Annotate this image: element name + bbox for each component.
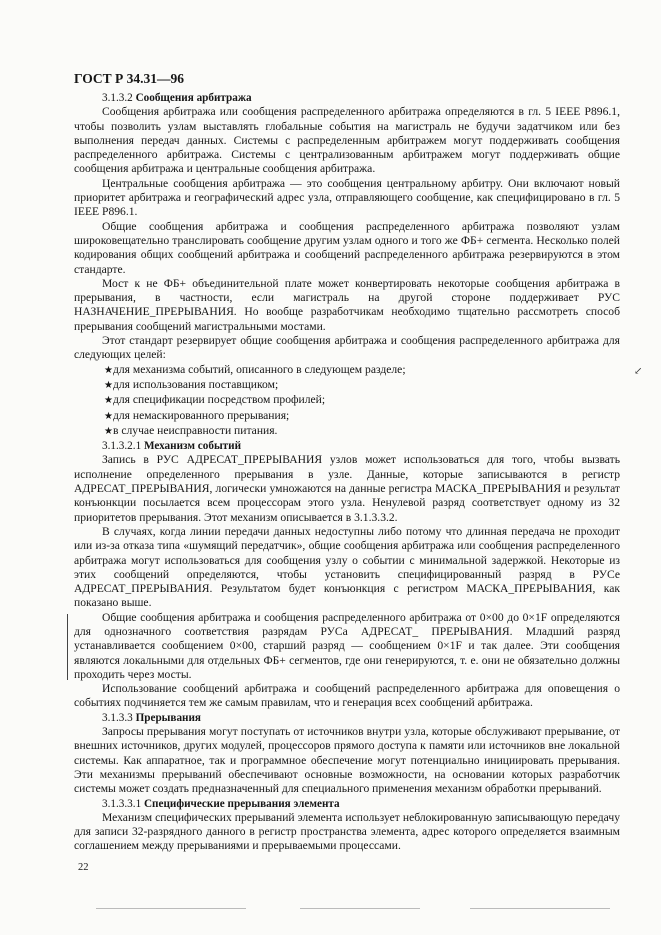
list-item xyxy=(74,424,620,439)
section-title: Сообщения арбитража xyxy=(135,92,252,104)
section-number: 3.1.3.2 xyxy=(102,92,133,104)
paragraph: Сообщения арбитража или сообщения распределенного арбитража определяются в гл. 5 IEEE P896.1, чтобы позволить узлам выставлять глобальные события на магистраль не будучи задатчиком или без выполнения передач данных. Системы с распределенным арбитражем могут поддерживать сообщения распределенного арбитража. Системы с централизованным арбитражем могут поддерживать общие сообщения арбитража и центральные сообщения арбитража. xyxy=(74,105,620,176)
list-item-text: для немаскированного прерывания; xyxy=(113,408,290,422)
star-bullet-icon: ★ xyxy=(104,410,113,422)
document-body xyxy=(74,91,620,854)
paragraph: В случаях, когда линии передачи данных недоступны либо потому что длинная передача не проходит или из-за отказа типа «шумящий передатчик», общие сообщения арбитража или сообщения распределенного арбитража могут использоваться для сообщения узлу о событии с минимальной задержкой. Некоторые из этих сообщений определяются, чтобы установить специфицированный разряд в РУСе АДРЕСАТ_ПРЕРЫВАНИЯ. Результатом будет конъюнкция с регистром МАСКА_ПРЕРЫВАНИЯ, как показано выше. xyxy=(74,524,620,610)
scan-artifact-rule xyxy=(96,908,246,909)
list-item xyxy=(74,409,620,424)
scan-artifact-rule xyxy=(470,908,610,909)
star-bullet-icon: ★ xyxy=(104,425,113,437)
star-bullet-icon: ★ xyxy=(104,364,113,376)
list-item xyxy=(74,393,620,408)
purpose-list xyxy=(74,363,620,439)
paragraph: Использование сообщений арбитража и сообщений распределенного арбитража для оповещения о событиях подчиняется тем же самым правилам, что и генерация всех сообщений арбитража. xyxy=(74,682,620,710)
list-item xyxy=(74,363,620,378)
section-heading xyxy=(74,797,620,811)
list-item-text: для использования поставщиком; xyxy=(113,377,279,391)
list-item-text: в случае неисправности питания. xyxy=(113,423,278,437)
list-item-text: для механизма событий, описанного в следующем разделе; xyxy=(113,362,406,376)
margin-bracket xyxy=(67,614,68,680)
section-heading xyxy=(74,91,620,105)
paragraph: Мост к не ФБ+ объединительной плате может конвертировать некоторые сообщения арбитража в прерывания, в частности, если магистраль на другой стороне поддерживает РУС НАЗНАЧЕНИЕ_ПРЕРЫВАНИЯ. Но вообще разработчикам необходимо тщательно рассмотреть способ прерывания сообщений магистральными мостами. xyxy=(74,276,620,333)
page-header: ГОСТ Р 34.31—96 xyxy=(74,71,185,86)
section-heading xyxy=(74,439,620,453)
paragraph: Этот стандарт резервирует общие сообщения арбитража и сообщения распределенного арбитража для следующих целей: xyxy=(74,334,620,362)
margin-tick-mark: ↙ xyxy=(634,366,643,377)
paragraph: Запись в РУС АДРЕСАТ_ПРЕРЫВАНИЯ узлов может использоваться для того, чтобы вызвать исполнение определенного прерывания в узле. Данные, которые записываются в регистр АДРЕСАТ_ПРЕРЫВАНИЯ, логически умножаются на данные регистра МАСКА_ПРЕРЫВАНИЯ и результат конъюнкции посылается всем процессорам этого узла. Ненулевой разряд соответствует одному из 32 приоритетов прерывания. Этот механизм описывается в 3.1.3.3.2. xyxy=(74,453,620,524)
paragraph: Запросы прерывания могут поступать от источников внутри узла, которые обслуживают прерывание, от внешних источников, других модулей, процессоров прямого доступа к памяти или источников вне локальной системы. Как аппаратное, так и программное обеспечение могут потенциально инициировать прерывания. Эти механизмы прерываний обеспечивают основные возможности, на основании которых разработчик системы может создать предназначенный для специального применения механизм обработки прерываний. xyxy=(74,725,620,796)
section-title: Механизм событий xyxy=(143,440,242,453)
list-item xyxy=(74,378,620,393)
paragraph: Общие сообщения арбитража и сообщения распределенного арбитража от 0×00 до 0×1F определяются для однозначного соответствия разрядам РУСа АДРЕСАТ_ ПРЕРЫВАНИЯ. Младший разряд устанавливается сообщением 0×00, старший разряд — сообщением 0×1F и так далее. Эти сообщения являются локальными для отдельных ФБ+ сегментов, где они генерируются, т. е. они не обязательно должны проходить через мосты. xyxy=(74,610,620,681)
star-bullet-icon: ★ xyxy=(104,379,113,391)
star-bullet-icon: ★ xyxy=(104,395,113,407)
list-item-text: для спецификации посредством профилей; xyxy=(113,393,326,407)
section-number: 3.1.3.3.1 xyxy=(102,797,142,810)
section-title: Специфические прерывания элемента xyxy=(143,797,340,810)
page-number: 22 xyxy=(78,862,89,873)
paragraph: Центральные сообщения арбитража — это сообщения центральному арбитру. Они включают новый приоритет арбитража и географический адрес узла, отправляющего сообщение, как специфицировано в гл. 5 IEEE P896.1. xyxy=(74,176,620,219)
scan-artifact-rule xyxy=(300,908,420,909)
marked-paragraph-block xyxy=(74,611,620,682)
section-number: 3.1.3.3 xyxy=(102,711,133,724)
section-heading xyxy=(74,711,620,725)
section-number: 3.1.3.2.1 xyxy=(102,440,142,453)
section-title: Прерывания xyxy=(135,711,201,724)
paragraph: Общие сообщения арбитража и сообщения распределенного арбитража позволяют узлам широковещательно транслировать сообщение другим узлам одного и того же ФБ+ сегмента. Несколько полей кодирования общих сообщений арбитража и сообщений распределенного арбитража резервируются в этом стандарте. xyxy=(74,219,620,276)
paragraph: Механизм специфических прерываний элемента использует неблокированную записывающую передачу для записи 32-разрядного данного в регистр пространства элемента, адрес которого определяется взаимным соглашением между прерываниями и прерываемыми процессами. xyxy=(74,810,620,853)
